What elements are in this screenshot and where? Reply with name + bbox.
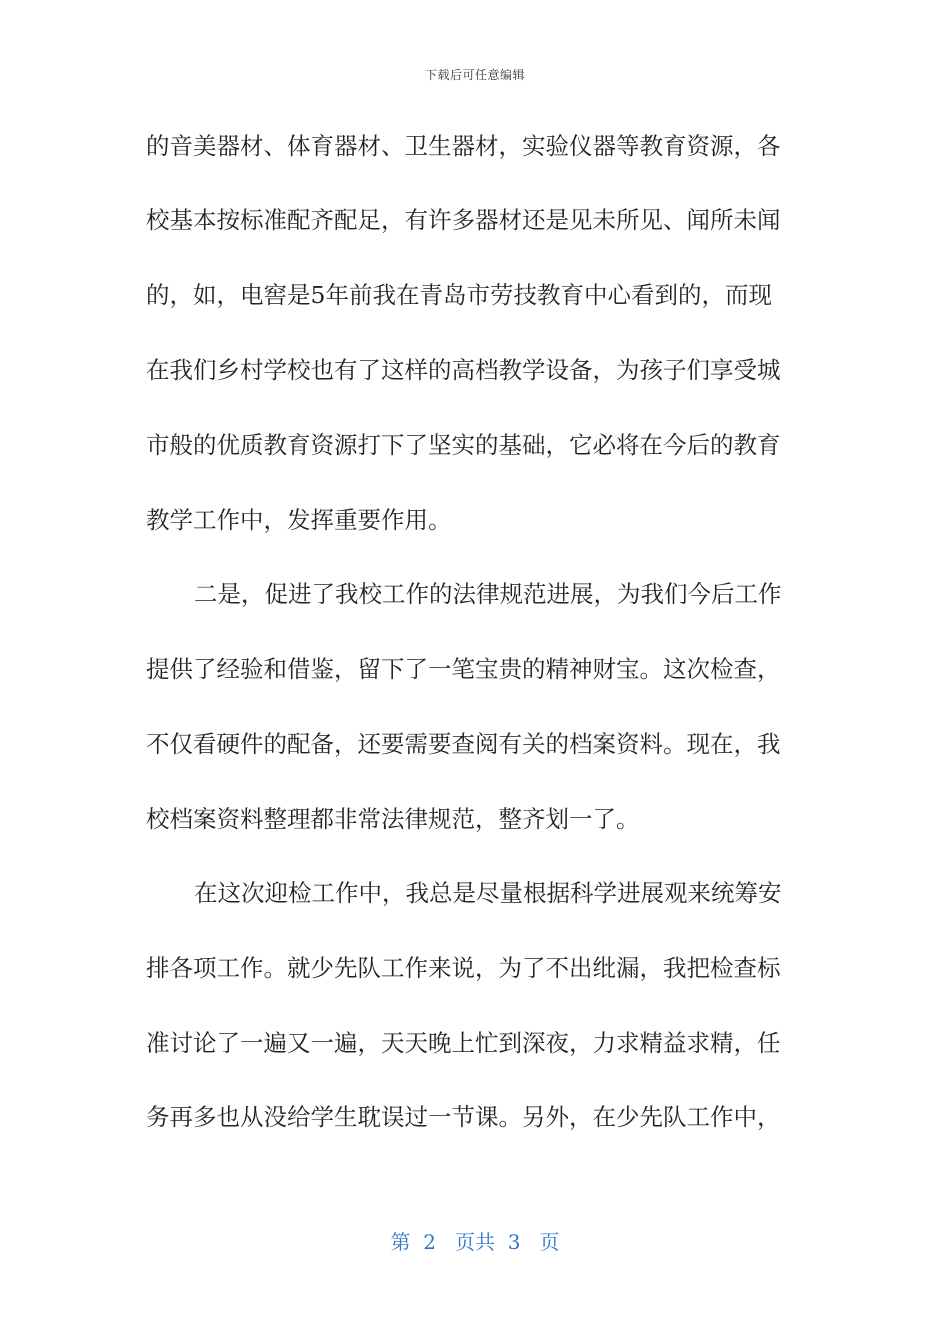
text-line: 的音美器材、体育器材、卫生器材，实验仪器等教育资源，各 xyxy=(146,132,781,160)
text-line: 在我们乡村学校也有了这样的高档教学设备，为孩子们享受城 xyxy=(146,356,781,384)
text-line: 校基本按标准配齐配足，有许多器材还是见未所见、闻所未闻 xyxy=(146,206,781,234)
paragraph-first-line: 二是，促进了我校工作的法律规范进展，为我们今后工作 xyxy=(194,580,782,608)
text-line: 教学工作中，发挥重要作用。 xyxy=(146,506,452,534)
text-line: 准讨论了一遍又一遍，天天晚上忙到深夜，力求精益求精，任 xyxy=(146,1029,781,1057)
text-line: 市般的优质教育资源打下了坚实的基础，它必将在今后的教育 xyxy=(146,431,781,459)
text-line: 提供了经验和借鉴，留下了一笔宝贵的精神财宝。这次检查， xyxy=(146,655,781,683)
text-line: 校档案资料整理都非常法律规范，整齐划一了。 xyxy=(146,805,640,833)
text-line: 务再多也从没给学生耽误过一节课。另外，在少先队工作中， xyxy=(146,1103,781,1131)
text-line: 排各项工作。就少先队工作来说，为了不出纰漏，我把检查标 xyxy=(146,954,781,982)
page-number-footer: 第 2 页共 3 页 xyxy=(390,1230,560,1254)
page-header: 下载后可任意编辑 xyxy=(424,68,525,82)
text-line: 不仅看硬件的配备，还要需要查阅有关的档案资料。现在，我 xyxy=(146,730,781,758)
paragraph-first-line: 在这次迎检工作中，我总是尽量根据科学进展观来统筹安 xyxy=(194,879,782,907)
text-line: 的，如，电窖是5年前我在青岛市劳技教育中心看到的，而现 xyxy=(146,281,772,309)
